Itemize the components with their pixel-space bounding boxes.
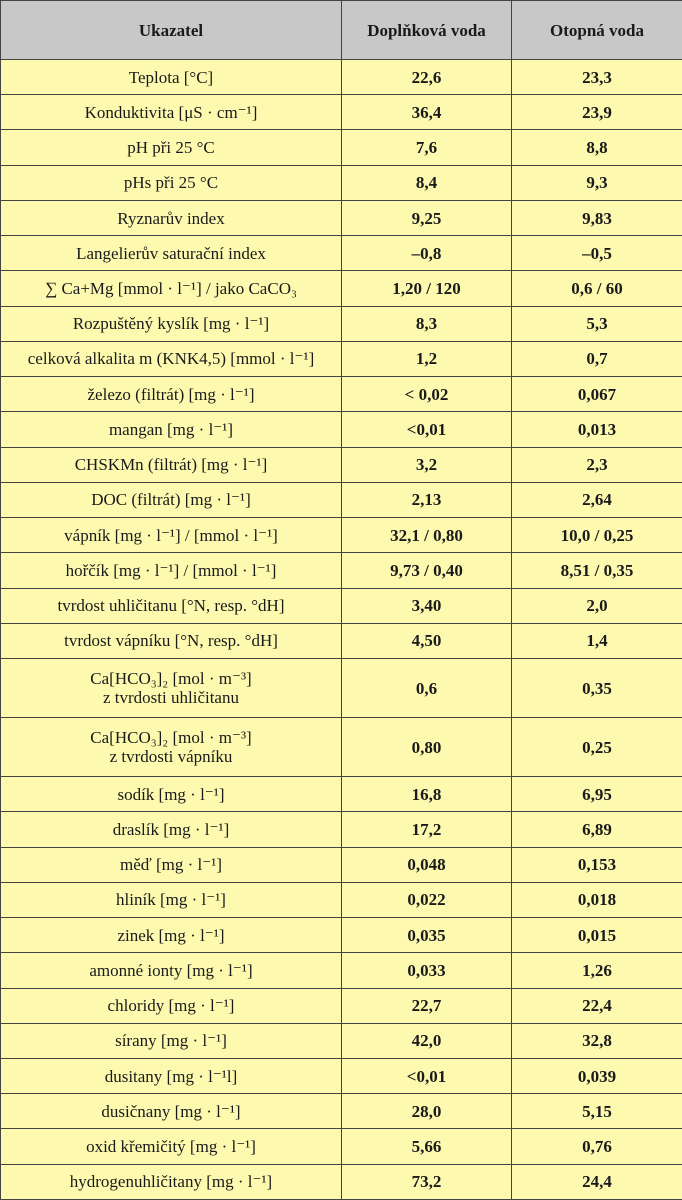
table-row — [1, 988, 682, 1023]
row-parameter — [1, 1129, 342, 1164]
row-parameter — [1, 412, 342, 447]
table-row — [1, 165, 682, 200]
heating-water-value: 0,067 — [512, 377, 682, 412]
row-parameter — [1, 988, 342, 1023]
heating-water-value: 6,89 — [512, 812, 682, 847]
row-parameter — [1, 236, 342, 271]
heating-water-value: 0,015 — [512, 918, 682, 953]
row-parameter — [1, 200, 342, 235]
table-row — [1, 306, 682, 341]
heating-water-value: –0,5 — [512, 236, 682, 271]
heating-water-value: 0,039 — [512, 1058, 682, 1093]
parameter-label: hydrogenuhličitany [mg · l⁻¹] — [69, 1172, 273, 1192]
heating-water-value: 9,83 — [512, 200, 682, 235]
makeup-water-value: 5,66 — [342, 1129, 512, 1164]
heating-water-value: 5,3 — [512, 306, 682, 341]
makeup-water-value: 0,022 — [342, 882, 512, 917]
row-parameter — [1, 165, 342, 200]
row-parameter — [1, 918, 342, 953]
heating-water-value: 0,153 — [512, 847, 682, 882]
makeup-water-value: 28,0 — [342, 1094, 512, 1129]
parameter-label: pHs při 25 °C — [123, 173, 219, 193]
makeup-water-value: 2,13 — [342, 482, 512, 517]
parameter-label: tvrdost uhličitanu [°N, resp. °dH] — [57, 596, 285, 616]
makeup-water-value: 4,50 — [342, 623, 512, 658]
table-row — [1, 60, 682, 95]
heating-water-value: 8,8 — [512, 130, 682, 165]
makeup-water-value: < 0,02 — [342, 377, 512, 412]
row-parameter — [1, 777, 342, 812]
heating-water-value: 0,35 — [512, 658, 682, 717]
makeup-water-value: 1,20 / 120 — [342, 271, 512, 306]
table-row — [1, 1164, 682, 1199]
table-row — [1, 341, 682, 376]
parameter-label: zinek [mg · l⁻¹] — [117, 925, 225, 945]
table-row — [1, 882, 682, 917]
parameter-label: oxid křemičitý [mg · l⁻¹] — [86, 1137, 256, 1157]
row-parameter — [1, 1164, 342, 1199]
heating-water-value: 2,0 — [512, 588, 682, 623]
table-row — [1, 953, 682, 988]
table-row — [1, 518, 682, 553]
table-row — [1, 918, 682, 953]
parameter-label: draslík [mg · l⁻¹] — [112, 819, 230, 839]
makeup-water-value: 42,0 — [342, 1023, 512, 1058]
header-heating-water: Otopná voda — [512, 1, 682, 60]
row-parameter — [1, 271, 342, 306]
parameter-label: Rozpuštěný kyslík [mg · l⁻¹] — [72, 314, 270, 334]
heating-water-value: 6,95 — [512, 777, 682, 812]
makeup-water-value: <0,01 — [342, 412, 512, 447]
makeup-water-value: 9,73 / 0,40 — [342, 553, 512, 588]
parameter-label: železo (filtrát) [mg · l⁻¹] — [87, 384, 255, 404]
row-parameter — [1, 1094, 342, 1129]
heating-water-value: 24,4 — [512, 1164, 682, 1199]
row-parameter — [1, 953, 342, 988]
heating-water-value: 0,6 / 60 — [512, 271, 682, 306]
table-row — [1, 447, 682, 482]
makeup-water-value: 22,7 — [342, 988, 512, 1023]
table-row — [1, 1094, 682, 1129]
parameter-label-line2: z tvrdosti vápníku — [109, 747, 233, 767]
parameter-label: hliník [mg · l⁻¹] — [116, 890, 226, 910]
row-parameter — [1, 847, 342, 882]
parameter-label: vápník [mg · l⁻¹] / [mmol · l⁻¹] — [64, 525, 278, 545]
makeup-water-value: 36,4 — [342, 95, 512, 130]
row-parameter — [1, 658, 342, 717]
row-parameter — [1, 518, 342, 553]
heating-water-value: 1,26 — [512, 953, 682, 988]
heating-water-value: 0,76 — [512, 1129, 682, 1164]
makeup-water-value: 0,035 — [342, 918, 512, 953]
table-row — [1, 1023, 682, 1058]
makeup-water-value: 16,8 — [342, 777, 512, 812]
heating-water-value: 22,4 — [512, 988, 682, 1023]
heating-water-value: 0,25 — [512, 718, 682, 777]
row-parameter — [1, 588, 342, 623]
table-row — [1, 482, 682, 517]
table-row — [1, 658, 682, 717]
parameter-label: CHSKMn (filtrát) [mg · l⁻¹] — [74, 455, 268, 475]
heating-water-value: 23,3 — [512, 60, 682, 95]
makeup-water-value: 7,6 — [342, 130, 512, 165]
makeup-water-value: 8,4 — [342, 165, 512, 200]
parameter-label: chloridy [mg · l⁻¹] — [107, 996, 235, 1016]
parameter-label: sodík [mg · l⁻¹] — [117, 784, 225, 804]
table-row — [1, 553, 682, 588]
makeup-water-value: 8,3 — [342, 306, 512, 341]
makeup-water-value: 9,25 — [342, 200, 512, 235]
makeup-water-value: <0,01 — [342, 1058, 512, 1093]
row-parameter — [1, 553, 342, 588]
row-parameter — [1, 447, 342, 482]
table-row — [1, 236, 682, 271]
makeup-water-value: 3,40 — [342, 588, 512, 623]
makeup-water-value: 22,6 — [342, 60, 512, 95]
makeup-water-value: 17,2 — [342, 812, 512, 847]
row-parameter — [1, 95, 342, 130]
parameter-label: sírany [mg · l⁻¹] — [115, 1031, 227, 1051]
table-row — [1, 130, 682, 165]
table-row — [1, 718, 682, 777]
parameter-label: Teplota [°C] — [128, 67, 214, 87]
table-row — [1, 200, 682, 235]
table-row — [1, 1129, 682, 1164]
table-row — [1, 812, 682, 847]
row-parameter — [1, 812, 342, 847]
header-makeup-water: Doplňková voda — [342, 1, 512, 60]
heating-water-value: 0,7 — [512, 341, 682, 376]
heating-water-value: 23,9 — [512, 95, 682, 130]
parameter-label: Langelierův saturační index — [76, 243, 266, 263]
heating-water-value: 9,3 — [512, 165, 682, 200]
row-parameter — [1, 341, 342, 376]
parameter-label: Ca[HCO₃]₂ [mol · m⁻³] — [90, 728, 252, 748]
table-row — [1, 847, 682, 882]
header-row — [1, 1, 682, 60]
header-parameter: Ukazatel — [1, 1, 342, 60]
parameter-label: amonné ionty [mg · l⁻¹] — [89, 960, 253, 980]
heating-water-value: 0,013 — [512, 412, 682, 447]
makeup-water-value: 3,2 — [342, 447, 512, 482]
parameter-label: DOC (filtrát) [mg · l⁻¹] — [91, 490, 251, 510]
parameter-label: ∑ Ca+Mg [mmol · l⁻¹] / jako CaCO₃ — [45, 279, 297, 299]
parameter-label: dusičnany [mg · l⁻¹] — [101, 1101, 241, 1121]
parameter-label: hořčík [mg · l⁻¹] / [mmol · l⁻¹] — [65, 560, 277, 580]
parameter-label: mangan [mg · l⁻¹] — [108, 419, 234, 439]
makeup-water-value: 0,033 — [342, 953, 512, 988]
parameter-label: tvrdost vápníku [°N, resp. °dH] — [64, 631, 278, 651]
table-row — [1, 271, 682, 306]
table-row — [1, 95, 682, 130]
parameter-label: dusitany [mg · l⁻¹l] — [104, 1066, 238, 1086]
row-parameter — [1, 1058, 342, 1093]
row-parameter — [1, 306, 342, 341]
makeup-water-value: 0,6 — [342, 658, 512, 717]
parameter-label: pH při 25 °C — [127, 138, 215, 158]
table-row — [1, 1058, 682, 1093]
parameter-label: Ryznarův index — [117, 208, 225, 228]
makeup-water-value: 73,2 — [342, 1164, 512, 1199]
makeup-water-value: 32,1 / 0,80 — [342, 518, 512, 553]
row-parameter — [1, 1023, 342, 1058]
makeup-water-value: –0,8 — [342, 236, 512, 271]
heating-water-value: 2,3 — [512, 447, 682, 482]
row-parameter — [1, 623, 342, 658]
makeup-water-value: 0,80 — [342, 718, 512, 777]
heating-water-value: 8,51 / 0,35 — [512, 553, 682, 588]
table-row — [1, 377, 682, 412]
table-row — [1, 588, 682, 623]
parameter-label: celková alkalita m (KNK4,5) [mmol · l⁻¹] — [27, 349, 315, 369]
parameter-label: Ca[HCO₃]₂ [mol · m⁻³] — [90, 669, 252, 689]
row-parameter — [1, 377, 342, 412]
parameter-label-line2: z tvrdosti uhličitanu — [103, 688, 239, 708]
makeup-water-value: 1,2 — [342, 341, 512, 376]
table-row — [1, 623, 682, 658]
row-parameter — [1, 882, 342, 917]
row-parameter — [1, 718, 342, 777]
heating-water-value: 2,64 — [512, 482, 682, 517]
parameter-label: měď [mg · l⁻¹] — [119, 855, 222, 875]
row-parameter — [1, 60, 342, 95]
parameter-label: Konduktivita [μS · cm⁻¹] — [84, 102, 258, 122]
heating-water-value: 0,018 — [512, 882, 682, 917]
row-parameter — [1, 482, 342, 517]
table-row — [1, 777, 682, 812]
heating-water-value: 1,4 — [512, 623, 682, 658]
row-parameter — [1, 130, 342, 165]
heating-water-value: 5,15 — [512, 1094, 682, 1129]
table-row — [1, 412, 682, 447]
heating-water-value: 32,8 — [512, 1023, 682, 1058]
heating-water-value: 10,0 / 0,25 — [512, 518, 682, 553]
makeup-water-value: 0,048 — [342, 847, 512, 882]
